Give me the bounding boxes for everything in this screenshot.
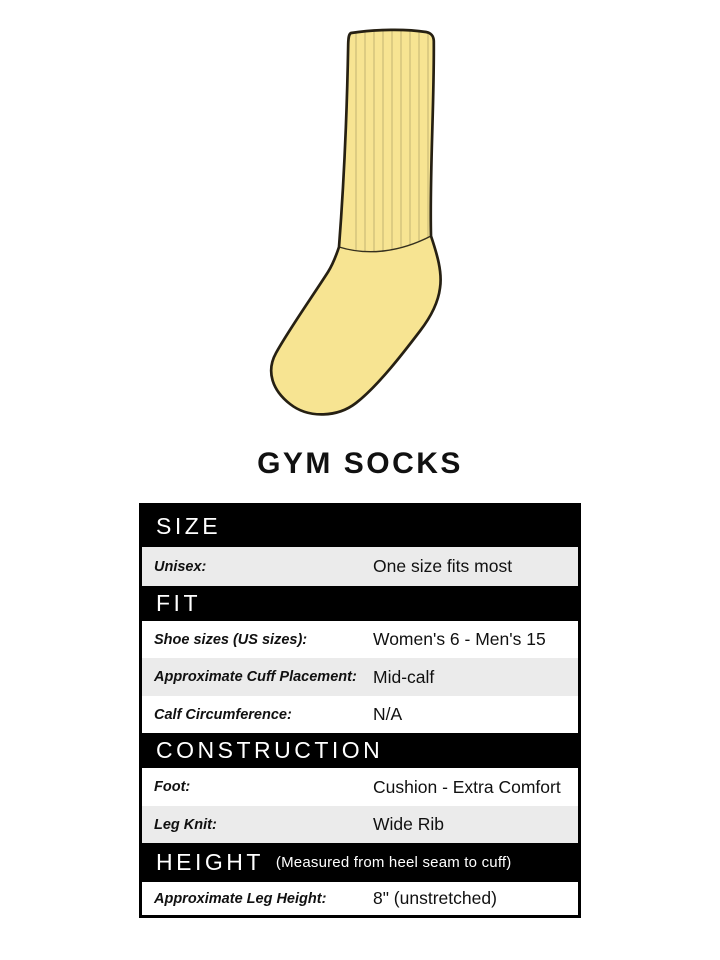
table-row xyxy=(142,768,578,806)
section-title: FIT xyxy=(156,590,201,616)
section-note: (Measured from heel seam to cuff) xyxy=(275,854,512,871)
section-header-construction xyxy=(142,733,578,768)
row-value: One size fits most xyxy=(373,556,513,576)
row-label: Shoe sizes (US sizes): xyxy=(154,631,308,648)
section-title: SIZE xyxy=(156,513,222,539)
row-label: Approximate Cuff Placement: xyxy=(154,669,357,685)
row-value: Cushion - Extra Comfort xyxy=(373,776,561,797)
row-label: Calf Circumference: xyxy=(154,706,292,723)
table-row xyxy=(142,696,578,733)
row-value: N/A xyxy=(373,704,403,724)
row-label: Foot: xyxy=(154,779,191,795)
sock-illustration xyxy=(248,14,460,426)
row-value: Mid-calf xyxy=(373,666,435,687)
row-label: Leg Knit: xyxy=(154,816,217,833)
table-row xyxy=(142,658,578,696)
section-title: CONSTRUCTION xyxy=(156,737,384,763)
table-row xyxy=(142,882,578,915)
row-label: Approximate Leg Height: xyxy=(154,890,327,907)
table-row xyxy=(142,547,578,586)
row-value: Wide Rib xyxy=(373,814,444,834)
table-row xyxy=(142,621,578,658)
spec-table xyxy=(139,503,581,918)
table-row xyxy=(142,806,578,843)
row-value: 8" (unstretched) xyxy=(373,888,497,908)
section-header-height xyxy=(142,843,578,882)
product-title: GYM SOCKS xyxy=(257,447,463,480)
section-title: HEIGHT xyxy=(156,849,264,875)
row-label: Unisex: xyxy=(154,558,207,575)
section-header-size xyxy=(142,506,578,547)
row-value: Women's 6 - Men's 15 xyxy=(373,629,546,649)
section-header-fit xyxy=(142,586,578,621)
